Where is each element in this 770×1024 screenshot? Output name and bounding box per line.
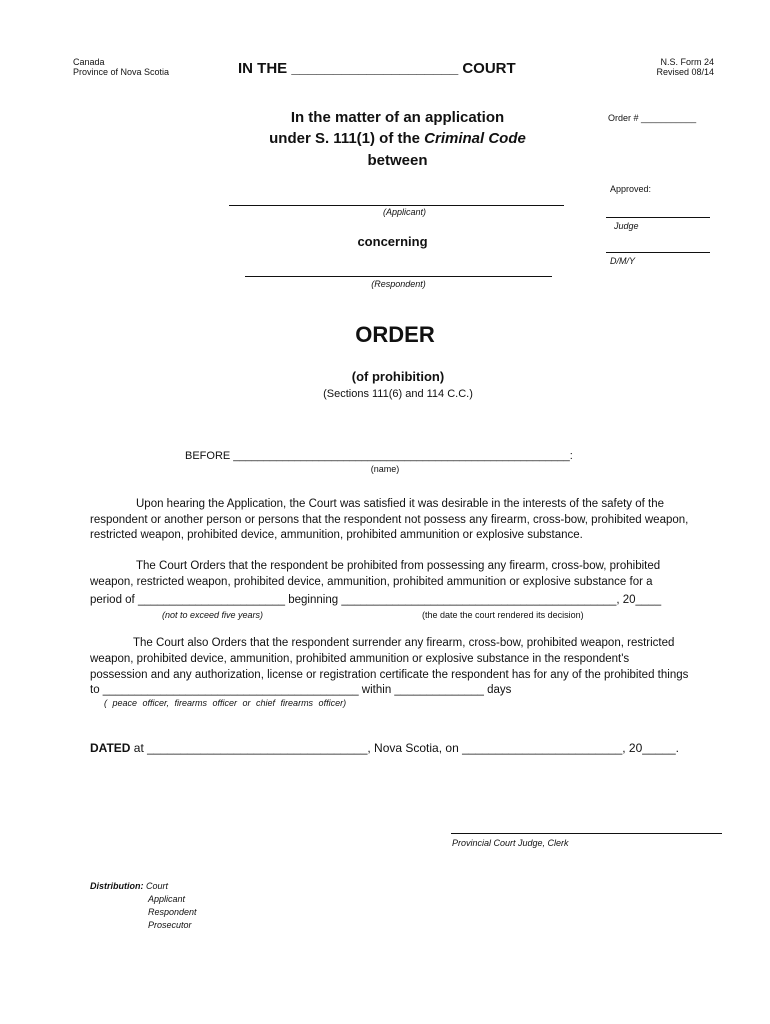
before-line: BEFORE _______________________________________________________: <box>185 450 573 462</box>
respondent-line <box>245 276 552 277</box>
para1-line2: respondent or another person or persons that the respondent not possess any firearm, cross-bow, prohibited weapon, <box>90 514 689 526</box>
distribution-item: Prosecutor <box>148 920 192 930</box>
judge-line <box>606 217 710 218</box>
signature-label: Provincial Court Judge, Clerk <box>452 838 569 848</box>
distribution-item: Respondent <box>148 907 197 917</box>
order-title: ORDER <box>355 322 435 347</box>
form-revised: Revised 08/14 <box>656 67 714 77</box>
header-province: Province of Nova Scotia <box>73 67 170 77</box>
order-number: Order # ___________ <box>608 113 697 123</box>
distribution-item: Court <box>146 881 169 891</box>
judge-label: Judge <box>614 221 639 231</box>
dated-rest: at _________________________________, Nova Scotia, on ________________________, 20_____. <box>130 741 679 755</box>
applicant-label: (Applicant) <box>382 207 427 217</box>
court-title: IN THE ____________________ COURT <box>238 60 516 77</box>
order-sections: (Sections 111(6) and 114 C.C.) <box>323 388 473 400</box>
para2-line2: weapon, restricted weapon, prohibited device, ammunition, prohibited ammunition or explosive substance for a <box>90 576 653 588</box>
period-label: (not to exceed five years) <box>162 610 264 620</box>
date-format-label: D/M/Y <box>610 256 636 266</box>
dated-label: DATED <box>90 741 131 755</box>
applicant-line <box>229 205 564 206</box>
concerning-label: concerning <box>357 234 428 249</box>
matter-between: between <box>367 152 428 169</box>
matter-line2-prefix: under S. 111(1) of the <box>269 130 425 147</box>
para3-line3: possession and any authorization, license or registration certificate the respondent has for any of the prohibited things <box>90 669 689 681</box>
respondent-label: (Respondent) <box>371 279 426 289</box>
distribution-block <box>90 881 168 891</box>
criminal-code: Criminal Code <box>424 130 526 147</box>
signature-line <box>451 833 722 834</box>
form-number: N.S. Form 24 <box>660 57 714 67</box>
para3-line2: weapon, prohibited device, ammunition, prohibited ammunition or explosive substance in the respondent's <box>90 653 630 665</box>
surrender-to-label: ( peace officer, firearms officer or chief firearms officer) <box>104 698 347 708</box>
distribution-item: Applicant <box>148 894 186 904</box>
order-subtitle: (of prohibition) <box>351 369 445 384</box>
distribution-label: Distribution: <box>90 881 144 891</box>
para2-line1: The Court Orders that the respondent be prohibited from possessing any firearm, cross-bow, prohibited <box>136 560 661 572</box>
approved-label: Approved: <box>610 184 652 194</box>
header-country: Canada <box>73 57 105 67</box>
dated-line <box>90 741 679 755</box>
para3-line1: The Court also Orders that the respondent surrender any firearm, cross-bow, prohibited weapon, restricted <box>133 637 675 649</box>
para3-line4: to ________________________________________ within ______________ days <box>90 684 512 696</box>
matter-line1: In the matter of an application <box>290 109 505 126</box>
date-line <box>606 252 710 253</box>
decision-date-label: (the date the court rendered its decision) <box>422 610 584 620</box>
para1-line1: Upon hearing the Application, the Court was satisfied it was desirable in the interests of the safety of the <box>136 498 665 510</box>
matter-line2 <box>230 130 565 147</box>
para2-line3: period of _______________________ beginning ___________________________________________, 20____ <box>90 594 662 606</box>
para1-line3: restricted weapon, prohibited device, ammunition, prohibited ammunition or explosive substance. <box>90 529 583 541</box>
before-name-label: (name) <box>370 464 400 474</box>
